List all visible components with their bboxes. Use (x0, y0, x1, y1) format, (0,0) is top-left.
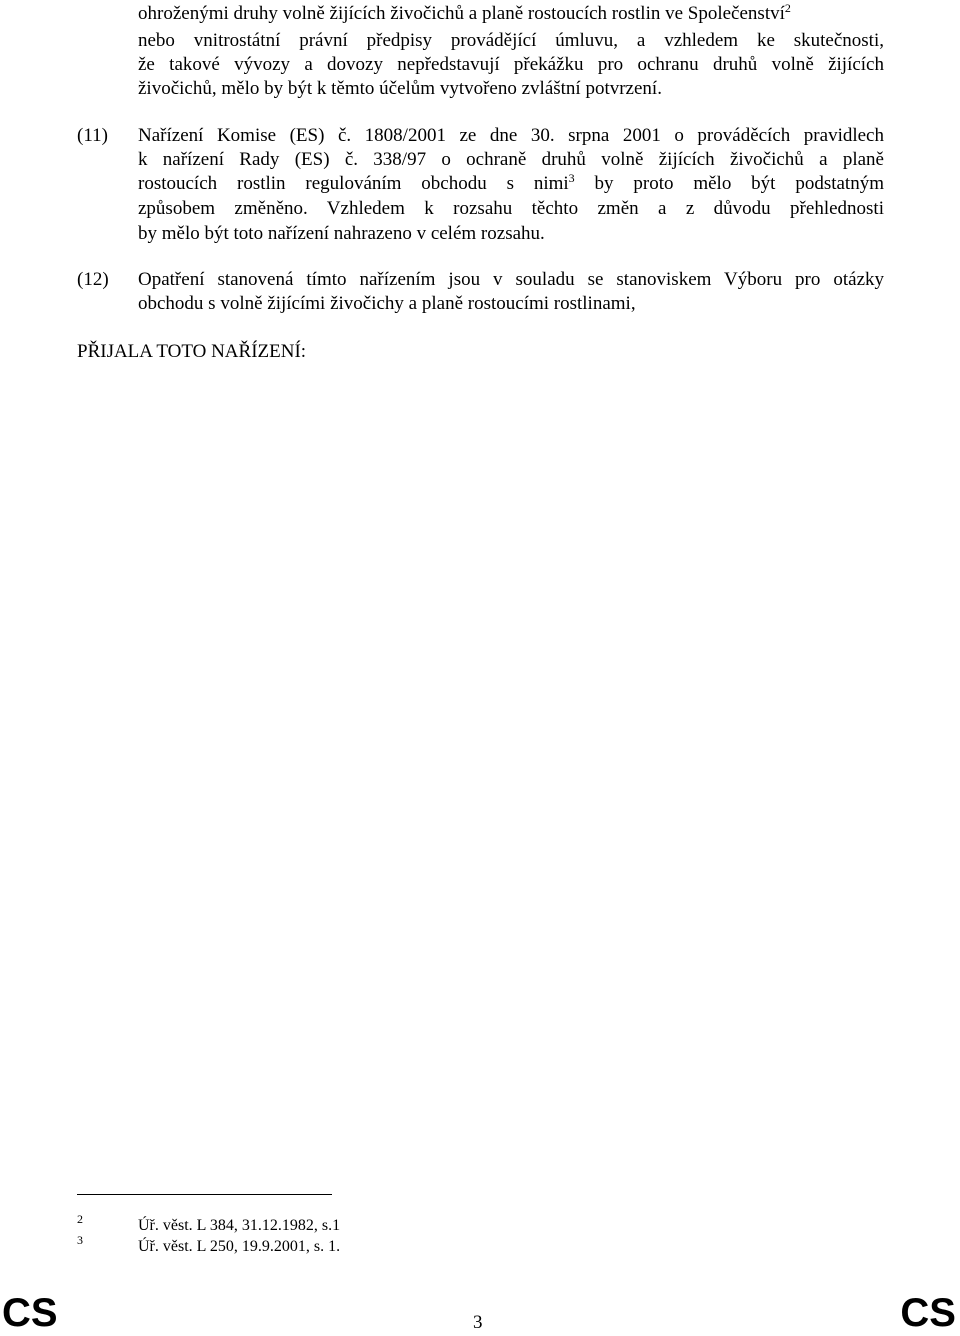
footnote-text-2: Úř. věst. L 384, 31.12.1982, s.1 (138, 1217, 341, 1234)
footer-language-left: CS (2, 1291, 58, 1335)
footnote-mark-3: 3 (77, 1233, 83, 1247)
footnote-separator (77, 1194, 332, 1195)
footnote-text-3: Úř. věst. L 250, 19.9.2001, s. 1. (138, 1238, 341, 1255)
footnote-ref-2: 2 (784, 1, 791, 15)
para11-line-5: by mělo být toto nařízení nahrazeno v celém rozsahu. (138, 223, 545, 244)
footnote-ref-3: 3 (568, 171, 575, 185)
intro-line-2: nebo vnitrostátní právní předpisy provádějící úmluvu, a vzhledem ke skutečnosti, (138, 30, 884, 51)
para12-line-1: Opatření stanovená tímto nařízením jsou v souladu se stanoviskem Výboru pro otázky (138, 269, 884, 290)
footnote-mark-2: 2 (77, 1212, 83, 1226)
para11-line-4: způsobem změněno. Vzhledem k rozsahu těchto změn a z důvodu přehlednosti (138, 198, 884, 219)
footer-language-right: CS (900, 1291, 956, 1335)
paragraph-number-11: (11) (77, 125, 108, 146)
para12-line-2: obchodu s volně žijícími živočichy a planě rostoucími rostlinami, (138, 293, 636, 314)
page-number: 3 (473, 1312, 483, 1333)
para11-line-3: rostoucích rostlin regulováním obchodu s nimi$^3$ by proto mělo být podstatným (138, 171, 884, 194)
para11-line-1: Nařízení Komise (ES) č. 1808/2001 ze dne 30. srpna 2001 o prováděcích pravidlech (138, 125, 884, 146)
intro-line-1: ohroženými druhy volně žijících živočichů a planě rostoucích rostlin ve Společenství$^2$ (138, 1, 791, 24)
para11-line-2: k nařízení Rady (ES) č. 338/97 o ochraně druhů volně žijících živočichů a planě (138, 149, 884, 170)
intro-line-4: živočichů, mělo by být k těmto účelům vytvořeno zvláštní potvrzení. (138, 78, 662, 99)
paragraph-number-12: (12) (77, 269, 109, 290)
adoption-formula: PŘIJALA TOTO NAŘÍZENÍ: (77, 341, 307, 362)
intro-line-3: že takové vývozy a dovozy nepředstavují překážku pro ochranu druhů volně žijících (138, 54, 884, 75)
